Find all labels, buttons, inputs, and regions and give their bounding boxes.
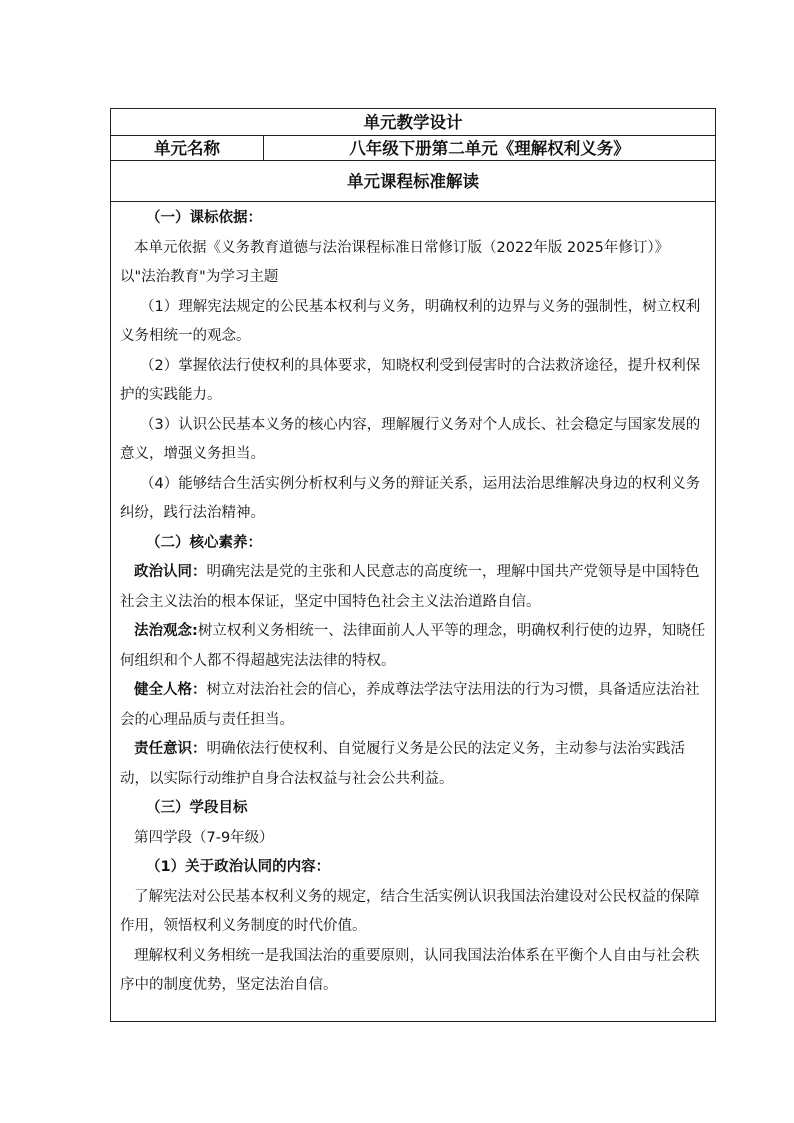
- literacy-label: 法治观念:: [134, 623, 198, 639]
- literacy-text: 树立权利义务相统一、法律面前人人平等的理念，明确权利行使的边界，知晓任何组织和个人都不得超越宪法法律的特权。: [120, 623, 706, 669]
- basis-text: 本单元依据《义务教育道德与法治课程标准日常修订版（2022年版 2025年修订）》: [134, 239, 670, 256]
- heading-stage-goals: （三）学段目标: [146, 800, 248, 816]
- literacy-responsibility: [120, 735, 706, 794]
- unit-name-row: [111, 136, 715, 161]
- point-1: （1）理解宪法规定的公民基本权利与义务，明确权利的边界与义务的强制性，树立权利义务相统一的观念。: [120, 298, 701, 344]
- literacy-text: 树立对法治社会的信心，养成尊法学法守法用法的行为习惯，具备适应法治社会的心理品质与责任担当。: [120, 682, 700, 728]
- literacy-personality: [120, 676, 706, 735]
- literacy-label: 责任意识：: [134, 741, 207, 757]
- theme-text: 以"法治教育"为学习主题: [120, 269, 279, 285]
- point-3: （3）认识公民基本义务的核心内容，理解履行义务对个人成长、社会稳定与国家发展的意义，增强义务担当。: [120, 416, 701, 462]
- point-2: （2）掌握依法行使权利的具体要求，知晓权利受到侵害时的合法救济途径，提升权利保护的实践能力。: [120, 357, 701, 403]
- document-title: 单元教学设计: [111, 109, 715, 136]
- literacy-political: [120, 558, 706, 617]
- literacy-label: 健全人格：: [134, 682, 207, 698]
- unit-name-value: 八年级下册第二单元《理解权利义务》: [349, 139, 630, 158]
- heading-curriculum-basis: （一）课标依据：: [146, 210, 262, 226]
- literacy-text: 明确依法行使权利、自觉履行义务是公民的法定义务，主动参与法治实践活动，以实际行动维护自身合法权益与社会公共利益。: [120, 741, 685, 787]
- point-4: （4）能够结合生活实例分析权利与义务的辩证关系，运用法治思维解决身边的权利义务纠纷，践行法治精神。: [120, 475, 701, 521]
- literacy-rule-of-law: [120, 617, 706, 676]
- goal-1: 了解宪法对公民基本权利义务的规定，结合生活实例认识我国法治建设对公民权益的保障作用，领悟权利义务制度的时代价值。: [120, 888, 700, 934]
- unit-name-label: 单元名称: [111, 136, 264, 161]
- section-content: [120, 204, 706, 1001]
- heading-core-literacy: （二）核心素养：: [146, 534, 262, 551]
- literacy-text: 明确宪法是党的主张和人民意志的高度统一，理解中国共产党领导是中国特色社会主义法治的根本保证，坚定中国特色社会主义法治道路自信。: [120, 564, 700, 610]
- goal-2: 理解权利义务相统一是我国法治的重要原则，认同我国法治体系在平衡个人自由与社会秩序中的制度优势，坚定法治自信。: [120, 947, 700, 993]
- section-title: 单元课程标准解读: [111, 161, 715, 202]
- stage-text: 第四学段（7-9年级）: [134, 829, 274, 846]
- literacy-label: 政治认同：: [134, 564, 207, 580]
- subheading-political-identity: （1）关于政治认同的内容：: [146, 859, 331, 875]
